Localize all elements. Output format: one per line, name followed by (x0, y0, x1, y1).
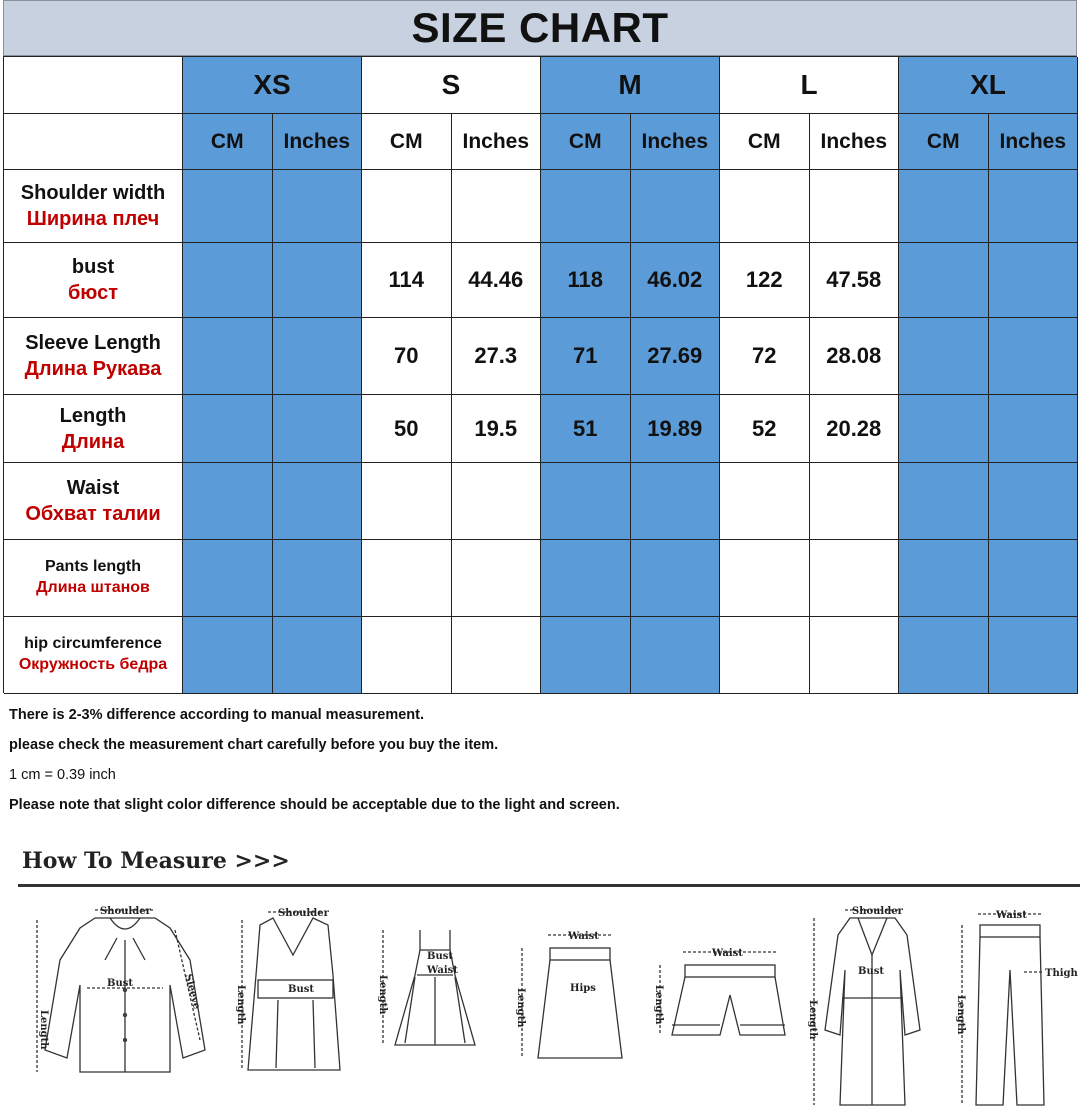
table-cell (452, 540, 542, 617)
table-cell (989, 463, 1079, 540)
row-label-en: Shoulder width (20, 182, 166, 204)
table-cell (273, 395, 363, 463)
table-cell (720, 463, 810, 540)
note-line: please check the measurement chart carefully before you buy the item. (9, 737, 499, 753)
bust-label: Bust (858, 966, 884, 977)
table-cell (273, 318, 363, 395)
bust-label: Bust (107, 978, 133, 989)
coat-figure (800, 900, 940, 1110)
row-label-ru: Окружность бедра (18, 656, 168, 673)
waist-label: Waist (427, 965, 458, 976)
table-cell: 44.46 (452, 243, 542, 318)
table-cell (989, 395, 1079, 463)
skirt-figure (510, 923, 640, 1073)
table-cell (541, 170, 631, 243)
unit-header-inches: Inches (631, 114, 721, 170)
table-cell (899, 170, 989, 243)
unit-header-inches: Inches (989, 114, 1079, 170)
table-cell (362, 617, 452, 694)
table-cell: 27.3 (452, 318, 542, 395)
table-cell (362, 170, 452, 243)
shorts-figure (650, 940, 795, 1050)
bust-label: Bust (427, 951, 453, 962)
table-cell: 114 (362, 243, 452, 318)
table-cell (899, 318, 989, 395)
tank-top-figure (228, 900, 363, 1085)
table-cell (631, 463, 721, 540)
table-cell: 50 (362, 395, 452, 463)
shoulder-label: Shoulder (278, 908, 329, 919)
table-cell (989, 617, 1079, 694)
length-label: Length (235, 985, 246, 1025)
row-label-ru: Длина Рукава (24, 358, 162, 380)
how-to-measure-heading: How To Measure >>> (22, 848, 290, 874)
table-cell (810, 170, 900, 243)
length-label: Length (653, 985, 664, 1025)
length-label: Length (955, 995, 966, 1035)
size-header-xl: XL (899, 57, 1078, 114)
measurement-figures (0, 895, 1080, 1119)
row-label-length (4, 395, 183, 463)
waist-label: Waist (996, 910, 1027, 921)
table-cell (899, 463, 989, 540)
table-cell: 47.58 (810, 243, 900, 318)
size-table (3, 56, 1077, 693)
size-header-l: L (720, 57, 899, 114)
row-label-ru: Ширина плеч (26, 208, 160, 230)
table-cell (899, 395, 989, 463)
table-cell (452, 617, 542, 694)
row-label-ru: Длина (61, 430, 125, 453)
table-cell (720, 540, 810, 617)
blouse-figure (25, 900, 225, 1085)
table-cell (362, 463, 452, 540)
table-cell (631, 540, 721, 617)
table-cell (631, 617, 721, 694)
thigh-label: Thigh (1045, 968, 1078, 979)
table-cell (183, 243, 273, 318)
table-cell (183, 170, 273, 243)
bust-label: Bust (288, 984, 314, 995)
table-cell: 28.08 (810, 318, 900, 395)
table-cell (989, 540, 1079, 617)
dress-figure (375, 915, 495, 1065)
table-cell (452, 170, 542, 243)
row-label-ru: Длина штанов (36, 579, 150, 596)
table-cell (810, 463, 900, 540)
row-label-en: bust (71, 256, 115, 278)
table-cell: 118 (541, 243, 631, 318)
note-line: 1 cm = 0.39 inch (9, 767, 116, 783)
row-label-en: Pants length (44, 558, 141, 576)
table-cell (273, 617, 363, 694)
unit-header-cm: CM (899, 114, 989, 170)
table-cell (541, 463, 631, 540)
table-cell: 70 (362, 318, 452, 395)
table-cell: 46.02 (631, 243, 721, 318)
size-header-m: M (541, 57, 720, 114)
row-label-ru: бюст (67, 282, 119, 304)
note-line: Please note that slight color difference should be acceptable due to the light and screen. (9, 797, 620, 813)
length-label: Length (807, 1000, 818, 1040)
unit-header-inches: Inches (810, 114, 900, 170)
corner-cell (4, 57, 183, 114)
table-cell: 19.89 (631, 395, 721, 463)
size-header-s: S (362, 57, 541, 114)
row-label-en: Length (59, 404, 127, 427)
table-cell (183, 540, 273, 617)
waist-label: Waist (568, 931, 599, 942)
table-cell (810, 617, 900, 694)
table-cell (273, 170, 363, 243)
length-label: Length (38, 1010, 49, 1050)
table-cell (273, 243, 363, 318)
table-cell (273, 540, 363, 617)
row-label-en: Waist (66, 477, 120, 499)
measurement-notes (9, 704, 620, 824)
table-cell (720, 170, 810, 243)
table-cell (273, 463, 363, 540)
table-cell (183, 463, 273, 540)
unit-header-cm: CM (541, 114, 631, 170)
table-cell (989, 318, 1079, 395)
table-cell (810, 540, 900, 617)
row-label-bust (4, 243, 183, 318)
table-cell (183, 617, 273, 694)
row-label-sleeve-length (4, 318, 183, 395)
table-cell (720, 617, 810, 694)
size-chart-title-bar (3, 0, 1077, 56)
trousers-figure (948, 900, 1078, 1110)
table-cell: 52 (720, 395, 810, 463)
table-cell (899, 540, 989, 617)
table-cell (899, 243, 989, 318)
table-cell (989, 243, 1079, 318)
unit-header-inches: Inches (452, 114, 542, 170)
table-cell (183, 395, 273, 463)
row-label-shoulder-width (4, 170, 183, 243)
length-label: Length (377, 975, 388, 1015)
unit-header-cm: CM (362, 114, 452, 170)
unit-header-cm: CM (720, 114, 810, 170)
table-cell (362, 540, 452, 617)
unit-header-inches: Inches (273, 114, 363, 170)
size-header-xs: XS (183, 57, 362, 114)
heading-divider (18, 884, 1080, 887)
table-cell: 20.28 (810, 395, 900, 463)
table-cell: 27.69 (631, 318, 721, 395)
table-cell: 19.5 (452, 395, 542, 463)
row-label-hip-circumference (4, 617, 183, 694)
table-cell: 51 (541, 395, 631, 463)
table-cell (631, 170, 721, 243)
table-cell (899, 617, 989, 694)
table-cell (183, 318, 273, 395)
waist-label: Waist (712, 948, 743, 959)
hips-label: Hips (570, 983, 596, 994)
row-label-pants-length (4, 540, 183, 617)
table-cell (541, 617, 631, 694)
length-label: Length (515, 988, 526, 1028)
table-cell: 71 (541, 318, 631, 395)
table-cell (452, 463, 542, 540)
unit-corner-cell (4, 114, 183, 170)
table-cell (989, 170, 1079, 243)
sleeve-label: Sleeve (182, 972, 203, 1011)
table-cell (541, 540, 631, 617)
row-label-waist (4, 463, 183, 540)
row-label-ru: Обхват талии (25, 503, 161, 525)
table-cell: 72 (720, 318, 810, 395)
note-line: There is 2-3% difference according to manual measurement. (9, 707, 424, 723)
unit-header-cm: CM (183, 114, 273, 170)
shoulder-label: Shoulder (852, 906, 903, 917)
table-cell: 122 (720, 243, 810, 318)
row-label-en: hip circumference (24, 635, 162, 653)
shoulder-label: Shoulder (100, 906, 151, 917)
row-label-en: Sleeve Length (25, 332, 161, 354)
page-title: SIZE CHART (411, 4, 669, 51)
